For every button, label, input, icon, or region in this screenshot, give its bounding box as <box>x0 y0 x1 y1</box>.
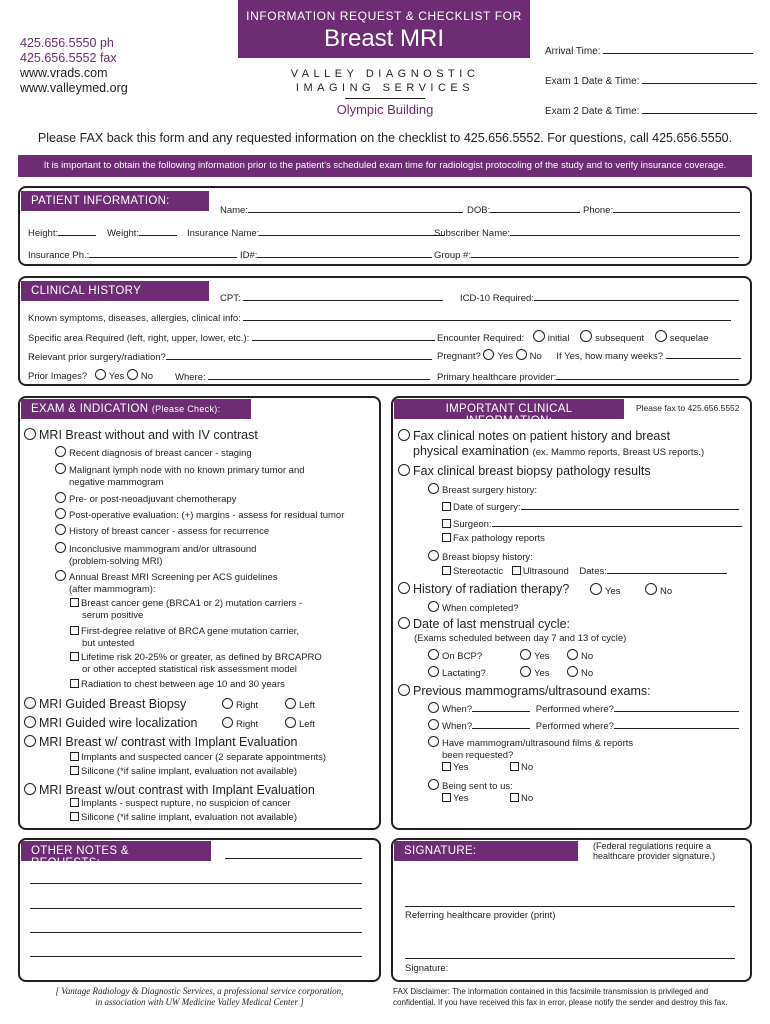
lactating-no[interactable]: No <box>567 666 593 679</box>
indication-post-operative[interactable]: Post-operative evaluation: (+) margins - assess for residual tumor <box>55 508 344 521</box>
symptoms-field[interactable]: Known symptoms, diseases, allergies, clinical info: <box>28 311 731 324</box>
pcp-field[interactable]: Primary healthcare provider: <box>437 370 739 383</box>
prior-surgery-field[interactable]: Relevant prior surgery/radiation? <box>28 350 432 363</box>
arrival-time[interactable]: Arrival Time: <box>545 44 753 57</box>
mri-guided-biopsy[interactable]: MRI Guided Breast Biopsy <box>24 697 186 711</box>
title-line1: INFORMATION REQUEST & CHECKLIST FOR <box>246 9 522 23</box>
wo-implant-rupture[interactable]: Implants - suspect rupture, no suspicion of cancer <box>70 798 291 809</box>
biopsy-type <box>442 564 727 577</box>
patient-dob-field[interactable]: DOB: <box>467 203 580 216</box>
referring-provider-label: Referring healthcare provider (print) <box>405 910 556 921</box>
encounter-field: Encounter Required: initial subsequent sequelae <box>437 330 708 344</box>
mri-implant-contrast[interactable]: MRI Breast w/ contrast with Implant Evaluation <box>24 735 297 749</box>
notes-line-1[interactable] <box>30 883 362 884</box>
federal-note: (Federal regulations require a healthcare provider signature.) <box>593 841 716 861</box>
prior-images-no[interactable]: No <box>127 371 153 382</box>
being-sent-yes[interactable]: Yes <box>442 793 469 804</box>
title-banner <box>238 0 530 58</box>
group-field[interactable]: Group #: <box>434 248 739 261</box>
biopsy-right[interactable]: Right <box>222 698 258 711</box>
encounter-subsequent[interactable]: subsequent <box>580 333 644 344</box>
fax-clinical-notes[interactable]: Fax clinical notes on patient history and breast physical examination (ex. Mammo reports, Breast US reports.) <box>398 429 704 460</box>
pregnant-field: Pregnant? Yes No If Yes, how many weeks? <box>437 349 741 362</box>
bcp-no[interactable]: No <box>567 649 593 662</box>
surgeon-field[interactable]: Surgeon: <box>442 517 742 530</box>
biopsy-ultrasound[interactable]: Ultrasound <box>512 566 569 577</box>
being-sent-no[interactable]: No <box>510 793 533 804</box>
indication-lymph-node[interactable]: Malignant lymph node with no known primary tumor and negative mammogram <box>55 463 305 489</box>
fax-biopsy-pathology[interactable]: Fax clinical breast biopsy pathology results <box>398 464 651 478</box>
screening-first-degree[interactable]: First-degree relative of BRCA gene mutation carrier, but untested <box>70 626 299 650</box>
indication-staging[interactable]: Recent diagnosis of breast cancer - staging <box>55 446 252 459</box>
important-header: IMPORTANT CLINICAL INFORMATION: <box>394 399 624 419</box>
org-line1: VALLEY DIAGNOSTIC <box>290 68 480 80</box>
exam1-time[interactable]: Exam 1 Date & Time: <box>545 74 757 87</box>
screening-radiation[interactable]: Radiation to chest between age 10 and 30 years <box>70 679 285 690</box>
fax-disclaimer: FAX Disclaimer: The information contained in this facsimile transmission is privileged and confidential. If you have received this fax in error, please notify the sender and destroy this fax. <box>393 987 728 1007</box>
screening-lifetime-risk[interactable]: Lifetime risk 20-25% or greater, as defined by BRCAPRO or other accepted statistical risk assessment model <box>70 652 322 676</box>
wire-left[interactable]: Left <box>285 717 315 730</box>
contact-web-vrads: www.vrads.com <box>20 66 108 80</box>
screening-brca-carrier[interactable]: Breast cancer gene (BRCA1 or 2) mutation carriers - serum positive <box>70 598 302 622</box>
org-line2: IMAGING SERVICES <box>295 82 475 94</box>
signature-line[interactable] <box>405 958 735 959</box>
indication-recurrence[interactable]: History of breast cancer - assess for recurrence <box>55 524 269 537</box>
contact-info <box>20 36 128 96</box>
patient-name-field[interactable]: Name: <box>220 203 463 216</box>
indication-chemotherapy[interactable]: Pre- or post-neoadjuvant chemotherapy <box>55 492 236 505</box>
patient-header: PATIENT INFORMATION: <box>21 191 209 211</box>
films-requested[interactable]: Have mammogram/ultrasound films & reports been requested? <box>428 736 633 762</box>
org-logo <box>270 68 500 117</box>
prior-images-field: Prior Images? Yes No <box>28 371 154 382</box>
radiation-no[interactable]: No <box>645 583 672 597</box>
exam2-time[interactable]: Exam 2 Date & Time: <box>545 104 757 117</box>
biopsy-history[interactable]: Breast biopsy history: <box>428 550 533 563</box>
notes-line-0[interactable] <box>225 858 362 859</box>
cpt-field[interactable]: CPT: <box>220 291 443 304</box>
fax-note: Please FAX back this form and any requested information on the checklist to 425.656.5552. For questions, call 425.656.5550. <box>37 131 733 145</box>
insurance-id-field[interactable]: ID#: <box>240 248 432 261</box>
height-field[interactable]: Height: <box>28 226 96 239</box>
previous-exams[interactable]: Previous mammograms/ultrasound exams: <box>398 684 651 698</box>
implant-silicone[interactable]: Silicone (*if saline implant, evaluation not available) <box>70 766 297 777</box>
signature-header: SIGNATURE: <box>394 841 578 861</box>
fax-pathology-reports[interactable]: Fax pathology reports <box>442 533 545 544</box>
wo-implant-silicone[interactable]: Silicone (*if saline implant, evaluation not available) <box>70 812 297 823</box>
pregnant-no[interactable]: No <box>516 351 542 362</box>
contact-phone: 425.656.5550 ph <box>20 36 114 50</box>
mri-without-with-contrast[interactable]: MRI Breast without and with IV contrast <box>24 428 258 442</box>
bcp-field: On BCP? <box>428 649 482 662</box>
films-requested-yes[interactable]: Yes <box>442 762 469 773</box>
prev-when-2[interactable]: When? Performed where? <box>428 719 739 732</box>
notes-line-3[interactable] <box>30 932 362 933</box>
bcp-yes[interactable]: Yes <box>520 649 550 662</box>
surgery-history[interactable]: Breast surgery history: <box>428 483 537 496</box>
biopsy-stereotactic[interactable]: Stereotactic <box>442 566 503 577</box>
date-of-surgery[interactable]: Date of surgery: <box>442 500 739 513</box>
encounter-initial[interactable]: initial <box>533 333 570 344</box>
title-line2: Breast MRI <box>323 25 445 52</box>
specific-area-field[interactable]: Specific area Required (left, right, upper, lower, etc.): <box>28 331 435 344</box>
prev-when-1[interactable]: When? Performed where? <box>428 702 739 715</box>
menstrual-note: (Exams scheduled between day 7 and 13 of cycle) <box>414 633 627 644</box>
lactating-field: Lactating? <box>428 666 486 679</box>
radiation-history[interactable]: History of radiation therapy? <box>398 582 569 596</box>
mri-guided-wire[interactable]: MRI Guided wire localization <box>24 716 197 730</box>
notes-line-2[interactable] <box>30 908 362 909</box>
where-field[interactable]: Where: <box>175 370 430 383</box>
weight-field[interactable]: Weight: <box>107 226 177 239</box>
wire-right[interactable]: Right <box>222 717 258 730</box>
prior-images-yes[interactable]: Yes <box>95 371 125 382</box>
icd10-field[interactable]: ICD-10 Required: <box>460 291 739 304</box>
being-sent[interactable]: Being sent to us: <box>428 779 513 792</box>
indication-screening[interactable]: Annual Breast MRI Screening per ACS guidelines (after mammogram): <box>55 570 278 596</box>
menstrual-cycle[interactable]: Date of last menstrual cycle: <box>398 617 570 631</box>
contact-web-valleymed: www.valleymed.org <box>20 81 128 95</box>
pregnant-yes[interactable]: Yes <box>483 351 513 362</box>
indication-inconclusive[interactable]: Inconclusive mammogram and/or ultrasound (problem-solving MRI) <box>55 542 256 568</box>
footer-corporation: [ Vantage Radiology & Diagnostic Services, a professional service corporation, in association with UW Medicine Valley Medical Center ] <box>55 986 344 1007</box>
exam-header: EXAM & INDICATION (Please Check): <box>21 399 251 419</box>
biopsy-dates[interactable]: Dates: <box>579 566 726 577</box>
clinical-header: CLINICAL HISTORY <box>21 281 209 301</box>
notes-header: OTHER NOTES & REQUESTS: <box>21 841 211 861</box>
films-requested-no[interactable]: No <box>510 762 533 773</box>
biopsy-left[interactable]: Left <box>285 698 315 711</box>
implant-suspected-cancer[interactable]: Implants and suspected cancer (2 separate appointments) <box>70 752 326 763</box>
encounter-sequelae[interactable]: sequelae <box>655 333 709 344</box>
insurance-name-field[interactable]: Insurance Name: <box>187 226 444 239</box>
mri-implant-without-contrast[interactable]: MRI Breast w/out contrast with Implant Evaluation <box>24 783 315 797</box>
subscriber-name-field[interactable]: Subscriber Name: <box>434 226 740 239</box>
notes-line-4[interactable] <box>30 956 362 957</box>
org-building: Olympic Building <box>336 102 434 117</box>
referring-provider-line[interactable] <box>405 906 735 907</box>
radiation-completed[interactable]: When completed? <box>428 601 519 614</box>
radiation-yes[interactable]: Yes <box>590 583 621 597</box>
important-fax: Please fax to 425.656.5552 <box>636 403 740 413</box>
patient-phone-field[interactable]: Phone: <box>583 203 740 216</box>
contact-fax: 425.656.5552 fax <box>20 51 117 65</box>
insurance-phone-field[interactable]: Insurance Ph.: <box>28 248 237 261</box>
weeks-field[interactable]: If Yes, how many weeks? <box>556 351 740 362</box>
info-banner: It is important to obtain the following information prior to the patient's scheduled exam time for radiologist protocoling of the study and to verify insurance coverage. <box>18 155 752 177</box>
signature-label: Signature: <box>405 963 449 974</box>
lactating-yes[interactable]: Yes <box>520 666 550 679</box>
